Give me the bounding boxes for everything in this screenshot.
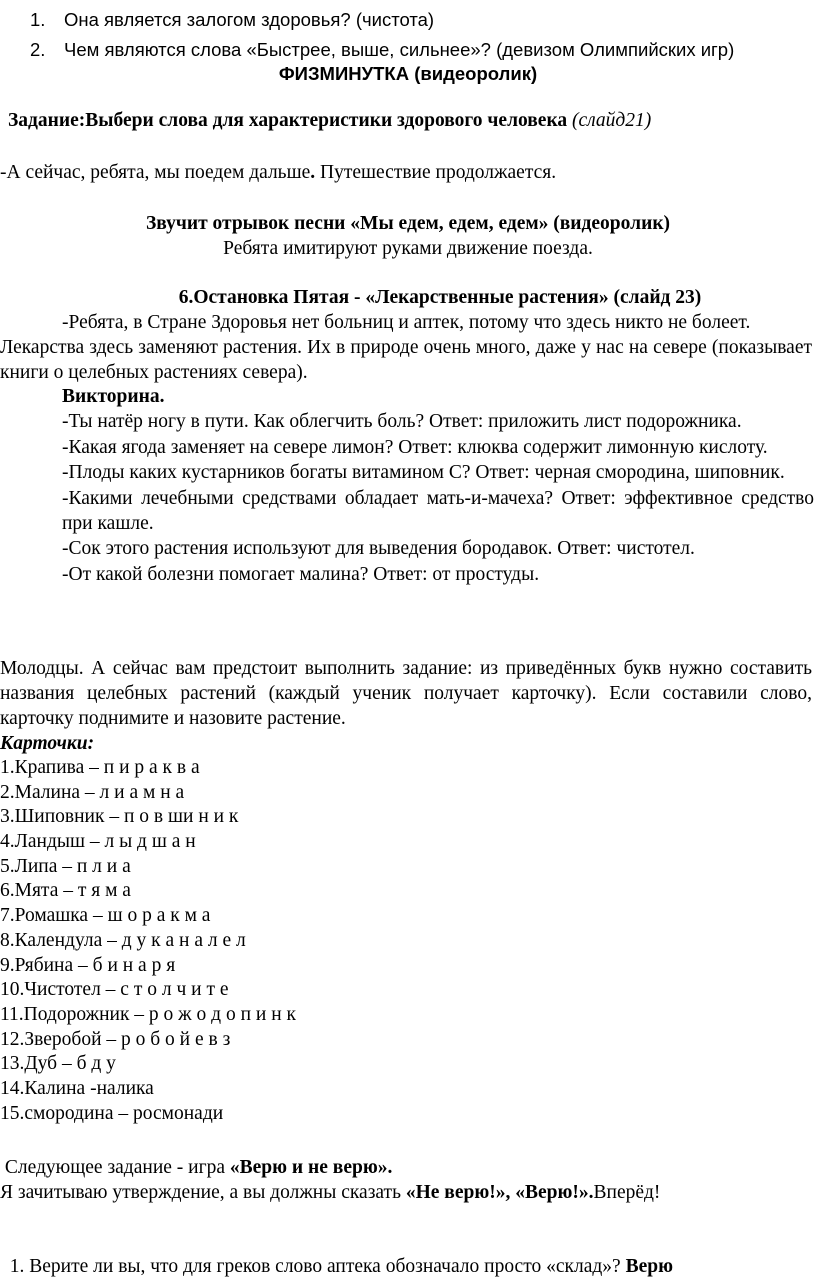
- card-item: 15.смородина – росмонади: [0, 1102, 224, 1124]
- game-answers: «Не верю!», «Верю!».: [405, 1182, 594, 1203]
- card-item: 5.Липа – п л и а: [0, 855, 131, 877]
- game-name: «Верю и не верю».: [229, 1157, 393, 1178]
- card-item: 7.Ромашка – ш о р а к м а: [0, 905, 211, 927]
- card-item: 6.Мята – т я м а: [0, 880, 131, 902]
- list-text: Она является залогом здоровья? (чистота): [64, 8, 435, 30]
- card-item: 4.Ландыш – л ы д ш а н: [0, 831, 196, 853]
- card-item: 9.Рябина – б и н а р я: [0, 954, 176, 976]
- quiz-block: [62, 384, 814, 587]
- quiz-item: -Ты натёр ногу в пути. Как облегчить боль? Ответ: приложить лист подорожника.: [62, 411, 742, 433]
- list-text: Чем являются слова «Быстрее, выше, сильнее»? (девизом Олимпийских игр): [64, 38, 735, 60]
- cards-list: [0, 756, 700, 1126]
- quiz-item: -Плоды каких кустарников богаты витамином С? Ответ: черная смородина, шиповник.: [62, 462, 785, 484]
- card-item: 14.Калина -налика: [0, 1077, 154, 1099]
- card-item: 11.Подорожник – р о ж о д о п и н к: [0, 1003, 296, 1025]
- list-number: 2.: [30, 38, 46, 60]
- card-item: 10.Чистотел – с т о л ч и т е: [0, 979, 229, 1001]
- card-item: 8.Календула – д у к а н а л е л: [0, 929, 246, 951]
- cards-title: Карточки:: [0, 733, 95, 754]
- fizminutka-heading: ФИЗМИНУТКА (видеоролик): [278, 63, 538, 84]
- quiz-item: -Сок этого растения используют для выведения бородавок. Ответ: чистотел.: [62, 538, 695, 560]
- continue-trip-paragraph: -А сейчас, ребята, мы поедем дальше. Путешествие продолжается.: [0, 162, 557, 183]
- question-1-answer: Верю: [625, 1256, 673, 1277]
- list-item: [30, 34, 810, 64]
- song-block: [0, 211, 816, 261]
- stop5-intro: [0, 310, 812, 385]
- intro-rest: Лекарства здесь заменяют растения. Их в природе очень много, даже у нас на севере (показывает книги о целебных растениях севера).: [0, 337, 812, 383]
- task-slide: (слайд21): [572, 110, 652, 131]
- game-block: Следующее задание - игра «Верю и не верю». Я зачитываю утверждение, а вы должны сказать «Не верю!», «Верю!».Вперёд!: [0, 1157, 661, 1203]
- quiz-item: -От какой болезни помогает малина? Ответ: от простуды.: [62, 563, 540, 585]
- card-item: 3.Шиповник – п о в ши н и к: [0, 806, 239, 828]
- song-title: Звучит отрывок песни «Мы едем, едем, едем» (видеоролик): [145, 213, 671, 234]
- intro-first-line: -Ребята, в Стране Здоровья нет больниц и аптек, потому что здесь никто не болеет.: [62, 312, 751, 333]
- task-label: Задание:: [8, 110, 86, 131]
- song-action: Ребята имитируют руками движение поезда.: [223, 238, 593, 259]
- quiz-item: -Какая ягода заменяет на севере лимон? Ответ: клюква содержит лимонную кислоту.: [62, 436, 768, 458]
- task-text: Выбери слова для характеристики здорового человека: [85, 110, 568, 131]
- card-item: 12.Зверобой – р о б о й е в з: [0, 1028, 231, 1050]
- quiz-title: Викторина.: [62, 386, 165, 407]
- task-line: [8, 108, 808, 133]
- top-numbered-list: [30, 4, 810, 64]
- quiz-item: -Какими лечебными средствами обладает мать-и-мачеха? Ответ: эффективное средство при кашле.: [62, 487, 814, 535]
- question-1: 1. Верите ли вы, что для греков слово аптека обозначало просто «склад»? Верю: [9, 1256, 673, 1277]
- list-item: [30, 4, 810, 34]
- stop5-heading: 6.Остановка Пятая - «Лекарственные растения» (слайд 23): [178, 287, 702, 308]
- list-number: 1.: [30, 8, 46, 30]
- card-item: 13.Дуб – б д у: [0, 1053, 116, 1075]
- card-item: 2.Малина – л и а м н а: [0, 781, 185, 803]
- cards-intro: Молодцы. А сейчас вам предстоит выполнить задание: из приведённых букв нужно составить названия целебных растений (каждый ученик получает карточку). Если составили слово, карточку поднимите и назовите растение.: [0, 658, 812, 729]
- card-item: 1.Крапива – п и р а к в а: [0, 757, 200, 778]
